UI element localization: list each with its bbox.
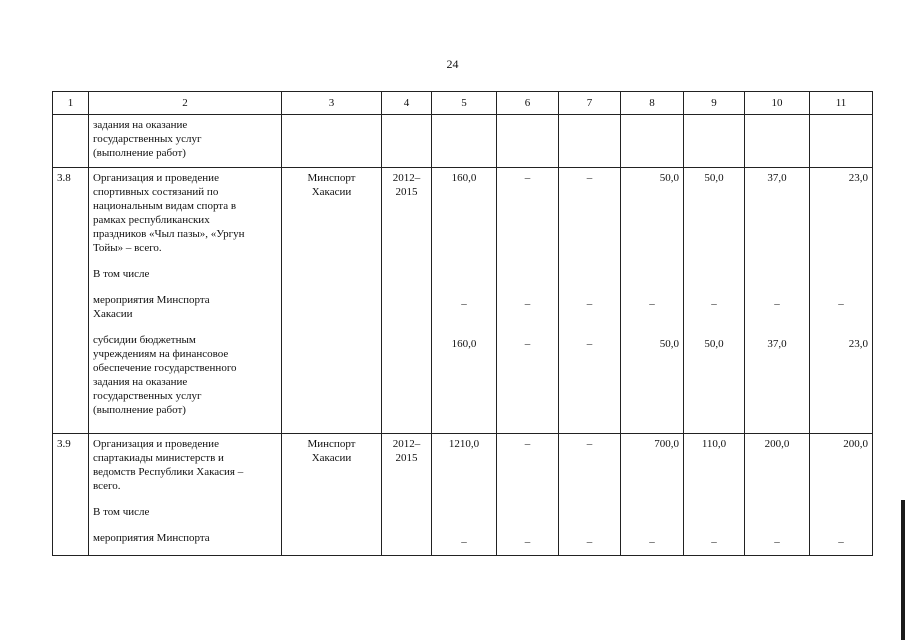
table-row-3-9 xyxy=(53,434,873,556)
sub-item-title-line: (выполнение работ) xyxy=(93,404,186,416)
col-header-7: 7 xyxy=(559,92,621,115)
row-title-line: праздников «Чыл пазы», «Ургун xyxy=(93,228,245,240)
row-title-line: Тойы» – всего. xyxy=(93,242,162,254)
value-sub1: – xyxy=(461,298,467,310)
period-line: 2015 xyxy=(395,186,418,198)
col-header-6: 6 xyxy=(497,92,559,115)
scan-edge-shadow xyxy=(901,500,905,640)
col-header-9: 9 xyxy=(684,92,745,115)
col-header-3: 3 xyxy=(282,92,382,115)
col-header-8: 8 xyxy=(621,92,684,115)
row-title-line: спартакиады министерств и xyxy=(93,452,224,464)
sub-item-title-line: государственных услуг xyxy=(93,390,202,402)
sub-item-title-line: учреждениям на финансовое xyxy=(93,348,229,360)
continuation-text-line: государственных услуг xyxy=(93,133,202,145)
value-sub2: 50,0 xyxy=(704,338,724,350)
row-title-line: рамках республиканских xyxy=(93,214,210,226)
sub-item-title-line: мероприятия Минспорта xyxy=(93,532,210,544)
sub-item-title-line: субсидии бюджетным xyxy=(93,334,196,346)
executor-line: Хакасии xyxy=(311,186,352,198)
value-sub1: – xyxy=(711,536,717,548)
value-sub1: – xyxy=(524,536,531,548)
continuation-text-line: (выполнение работ) xyxy=(93,147,186,159)
table-row-3-8 xyxy=(53,168,873,434)
row-title-line: Организация и проведение xyxy=(93,438,219,450)
executor-line: Минспорт xyxy=(307,438,356,450)
col-header-2: 2 xyxy=(89,92,282,115)
executor-line: Хакасии xyxy=(311,452,352,464)
value-sub1: – xyxy=(586,536,593,548)
sub-item-title-line: задания на оказание xyxy=(93,376,188,388)
row-title-line: спортивных состязаний по xyxy=(93,186,219,198)
value-total: – xyxy=(586,438,593,450)
value-sub2: 23,0 xyxy=(848,338,868,350)
col-header-5: 5 xyxy=(432,92,497,115)
value-total: 110,0 xyxy=(701,438,727,450)
budget-table xyxy=(52,91,873,556)
value-total: – xyxy=(524,172,531,184)
value-sub1: – xyxy=(711,298,717,310)
col-header-11: 11 xyxy=(810,92,873,115)
value-sub1: – xyxy=(524,298,531,310)
continuation-text-line: задания на оказание xyxy=(93,119,188,131)
value-sub2: – xyxy=(524,338,531,350)
col-header-1: 1 xyxy=(53,92,89,115)
value-sub1: – xyxy=(838,298,844,310)
value-sub2: 50,0 xyxy=(659,338,679,350)
sub-item-title-line: мероприятия Минспорта xyxy=(93,294,210,306)
header-row xyxy=(53,92,873,115)
row-title-line: ведомств Республики Хакасия – xyxy=(93,466,244,478)
row-number: 3.9 xyxy=(57,438,71,450)
row-title-line: всего. xyxy=(93,480,121,492)
executor-line: Минспорт xyxy=(307,172,356,184)
sub-item-title-line: Хакасии xyxy=(93,308,133,320)
col-header-4: 4 xyxy=(382,92,432,115)
value-total: 50,0 xyxy=(704,172,724,184)
value-sub1: – xyxy=(649,536,655,548)
value-total: – xyxy=(524,438,531,450)
value-sub1: – xyxy=(838,536,844,548)
sub-item-title-line: обеспечение государственного xyxy=(93,362,237,374)
value-sub2: 160,0 xyxy=(451,338,477,350)
row-number: 3.8 xyxy=(57,172,71,184)
value-total: – xyxy=(586,172,593,184)
value-sub1: – xyxy=(461,536,467,548)
value-sub2: 37,0 xyxy=(767,338,787,350)
value-total: 1210,0 xyxy=(448,438,480,450)
period-line: 2012– xyxy=(392,438,421,450)
value-sub1: – xyxy=(774,298,780,310)
value-total: 700,0 xyxy=(654,438,679,450)
period-line: 2012– xyxy=(392,172,421,184)
page-number: 24 xyxy=(446,57,459,71)
value-sub1: – xyxy=(774,536,780,548)
value-total: 50,0 xyxy=(659,172,679,184)
value-total: 23,0 xyxy=(848,172,868,184)
value-total: 200,0 xyxy=(843,438,868,450)
value-sub1: – xyxy=(649,298,655,310)
continuation-row xyxy=(53,115,873,168)
col-header-10: 10 xyxy=(745,92,810,115)
period-line: 2015 xyxy=(395,452,418,464)
value-total: 37,0 xyxy=(767,172,787,184)
including-label: В том числе xyxy=(93,268,150,280)
row-title-line: Организация и проведение xyxy=(93,172,219,184)
value-sub1: – xyxy=(586,298,593,310)
value-sub2: – xyxy=(586,338,593,350)
including-label: В том числе xyxy=(93,506,150,518)
value-total: 160,0 xyxy=(451,172,477,184)
value-total: 200,0 xyxy=(764,438,790,450)
row-title-line: национальным видам спорта в xyxy=(93,200,237,212)
